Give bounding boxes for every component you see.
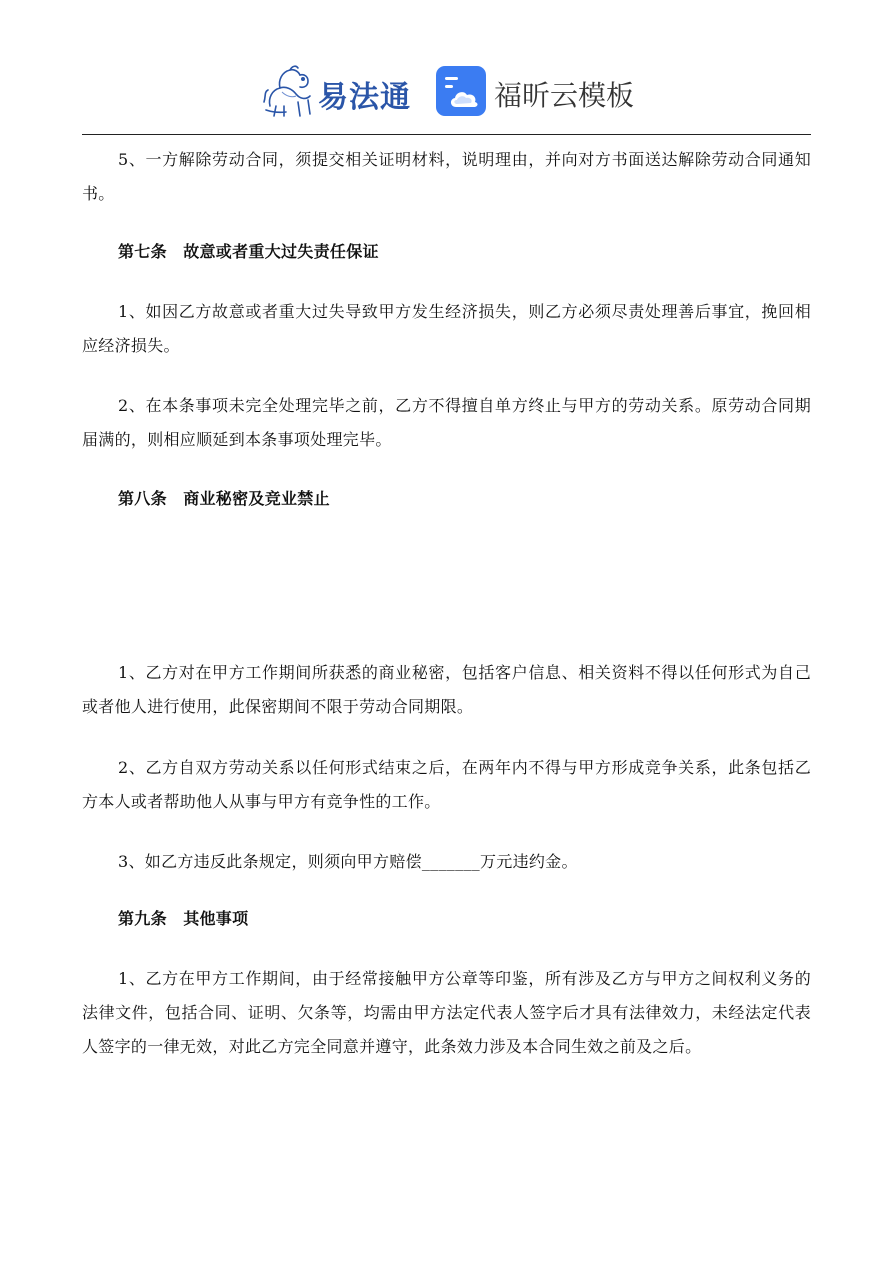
paragraph-8-3: 3、如乙方违反此条规定，则须向甲方赔偿_______万元违约金。 [118,852,578,871]
paragraph-6-5: 5、一方解除劳动合同，须提交相关证明材料，说明理由，并向对方书面送达解除劳动合同通知书。 [82,150,811,203]
fuxin-logo-text: 福昕云模板 [494,79,635,112]
article-9-heading: 第九条 其他事项 [118,909,249,928]
yifatong-logo-text: 易法通 [318,80,411,115]
article-8-heading: 第八条 商业秘密及竞业禁止 [118,489,330,508]
header-divider [82,134,811,135]
paragraph-9-1: 1、乙方在甲方工作期间，由于经常接触甲方公章等印鉴，所有涉及乙方与甲方之间权利义务的法律文件，包括合同、证明、欠条等，均需由甲方法定代表人签字后才具有法律效力，未经法定代表人签字的一律无效，对此乙方完全同意并遵守，此条效力涉及本合同生效之前及之后。 [82,969,811,1056]
paragraph-8-1: 1、乙方对在甲方工作期间所获悉的商业秘密，包括客户信息、相关资料不得以任何形式为自己或者他人进行使用，此保密期间不限于劳动合同期限。 [82,663,811,716]
article-7-heading: 第七条 故意或者重大过失责任保证 [118,242,379,261]
page-header [0,0,893,136]
paragraph-8-2: 2、乙方自双方劳动关系以任何形式结束之后，在两年内不得与甲方形成竞争关系，此条包括乙方本人或者帮助他人从事与甲方有竞争性的工作。 [82,758,811,811]
paragraph-7-1: 1、如因乙方故意或者重大过失导致甲方发生经济损失，则乙方必须尽责处理善后事宜，挽回相应经济损失。 [82,302,811,355]
cloud-document-icon [436,66,486,116]
paragraph-7-2: 2、在本条事项未完全处理完毕之前，乙方不得擅自单方终止与甲方的劳动关系。原劳动合同期届满的，则相应顺延到本条事项处理完毕。 [82,396,811,449]
